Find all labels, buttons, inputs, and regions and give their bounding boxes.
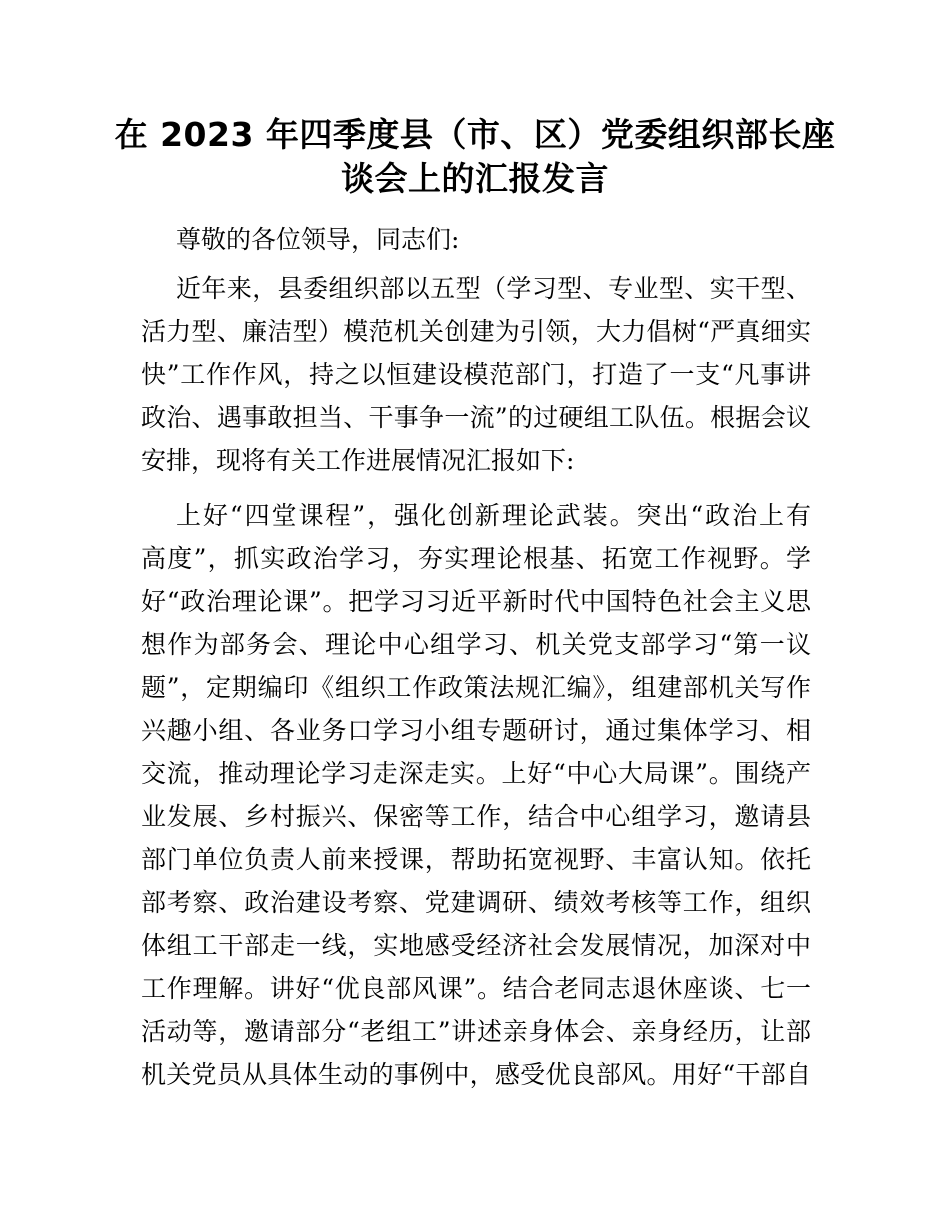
paragraph-line: 快”工作作风，持之以恒建设模范部门，打造了一支“凡事讲 (141, 360, 811, 389)
paragraph-line: 高度”，抓实政治学习，夯实理论根基、拓宽工作视野。学 (141, 544, 811, 573)
document-title-line-1: 在 2023 年四季度县（市、区）党委组织部长座 (114, 115, 836, 154)
paragraph-line: 部门单位负责人前来授课，帮助拓宽视野、丰富认知。依托 (141, 845, 811, 874)
salutation-text: 尊敬的各位领导，同志们: (176, 225, 460, 254)
paragraph-line: 好“政治理论课”。把学习习近平新时代中国特色社会主义思 (141, 587, 811, 616)
paragraph-line: 活动等，邀请部分“老组工”讲述亲身体会、亲身经历，让部 (141, 1017, 811, 1046)
document-title-line-2: 谈会上的汇报发言 (341, 159, 609, 198)
paragraph-2 (141, 494, 811, 1096)
paragraph-line: 题”，定期编印《组织工作政策法规汇编》，组建部机关写作 (141, 673, 811, 702)
paragraph-line: 安排，现将有关工作进展情况汇报如下: (141, 446, 575, 475)
paragraph-line: 工作理解。讲好“优良部风课”。结合老同志退休座谈、七一 (141, 974, 811, 1003)
paragraph-line: 业发展、乡村振兴、保密等工作，结合中心组学习，邀请县 (141, 802, 811, 831)
paragraph-line: 近年来，县委组织部以五型（学习型、专业型、实干型、 (176, 274, 811, 303)
paragraph-line: 交流，推动理论学习走深走实。上好“中心大局课”。围绕产 (141, 759, 811, 788)
paragraph-line: 体组工干部走一线，实地感受经济社会发展情况，加深对中 (141, 931, 811, 960)
paragraph-line: 机关党员从具体生动的事例中，感受优良部风。用好“干部自 (141, 1060, 811, 1089)
paragraph-line: 部考察、政治建设考察、党建调研、绩效考核等工作，组织 (141, 888, 811, 917)
paragraph-line: 活力型、廉洁型）模范机关创建为引领，大力倡树“严真细实 (141, 317, 811, 346)
paragraph-line: 上好“四堂课程”，强化创新理论武装。突出“政治上有 (176, 501, 811, 530)
paragraph-line: 兴趣小组、各业务口学习小组专题研讨，通过集体学习、相 (141, 716, 811, 745)
paragraph-line: 想作为部务会、理论中心组学习、机关党支部学习“第一议 (141, 630, 811, 659)
paragraph-line: 政治、遇事敢担当、干事争一流”的过硬组工队伍。根据会议 (141, 403, 811, 432)
paragraph-1 (141, 267, 811, 482)
salutation (141, 218, 811, 261)
